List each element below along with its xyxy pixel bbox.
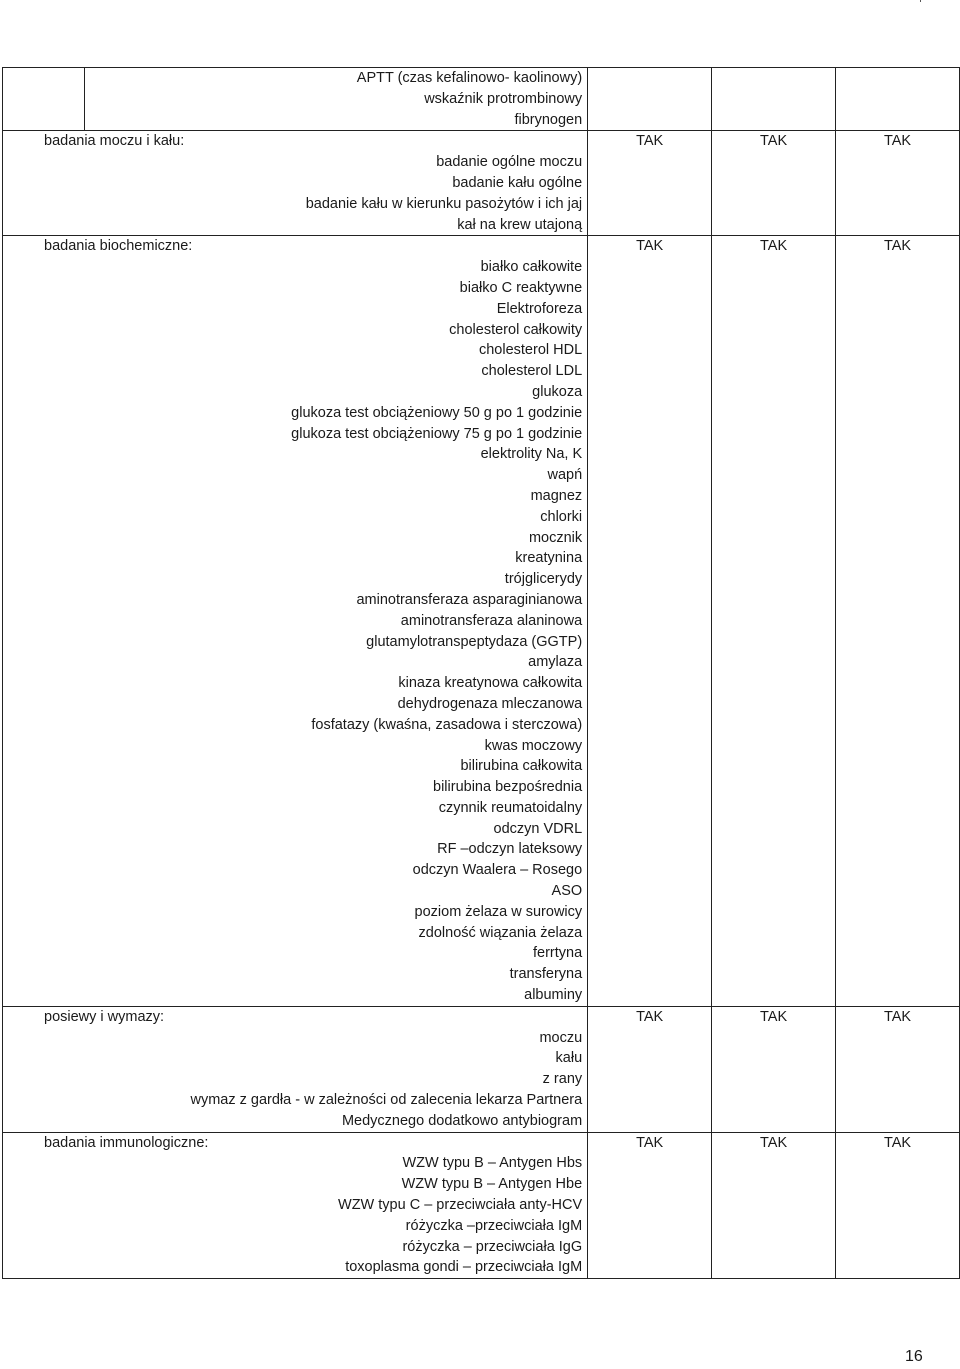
list-item: bilirubina bezpośrednia bbox=[433, 779, 583, 796]
list-item: cholesterol HDL bbox=[478, 342, 583, 359]
list-item: odczyn Waalera – Rosego bbox=[412, 862, 583, 879]
list-item: APTT (czas kefalinowo- kaolinowy) bbox=[356, 70, 583, 86]
list-item: ASO bbox=[551, 883, 583, 900]
list-item: badanie ogólne moczu bbox=[436, 154, 583, 171]
tak-cell: TAK bbox=[588, 1132, 712, 1279]
list-item: moczu bbox=[539, 1029, 583, 1046]
list-item: kwas moczowy bbox=[484, 737, 583, 754]
tak-cell: TAK bbox=[712, 236, 836, 1006]
tak-cell: TAK bbox=[836, 1006, 960, 1132]
tak-cell: TAK bbox=[712, 1006, 836, 1132]
list-item: wapń bbox=[547, 467, 583, 484]
list-item: kreatynina bbox=[515, 550, 583, 567]
list-item: odczyn VDRL bbox=[493, 820, 583, 837]
list-item: WZW typu B – Antygen Hbe bbox=[401, 1176, 583, 1193]
coagulation-cell bbox=[85, 68, 588, 131]
list-item: badanie kału w kierunku pasożytów i ich jaj bbox=[305, 195, 583, 212]
list-item: kinaza kreatynowa całkowita bbox=[398, 675, 583, 692]
list-item: kał na krew utajoną bbox=[457, 216, 583, 233]
table-row-cultures bbox=[3, 1006, 960, 1132]
list-item: glukoza test obciążeniowy 75 g po 1 godzinie bbox=[291, 425, 583, 442]
list-item: różyczka – przeciwciała IgG bbox=[402, 1238, 583, 1255]
table-row-coagulation bbox=[3, 68, 960, 131]
list-item: aminotransferaza alaninowa bbox=[400, 612, 583, 629]
list-item: ferrtyna bbox=[532, 945, 583, 962]
tak-cell: TAK bbox=[712, 1132, 836, 1279]
table-row-immunology bbox=[3, 1132, 960, 1279]
list-item: trójglicerydy bbox=[504, 571, 583, 588]
list-item: dehydrogenaza mleczanowa bbox=[397, 695, 583, 712]
urine-stool-cell bbox=[3, 131, 588, 236]
tak-cell: TAK bbox=[712, 131, 836, 236]
list-item: białko C reaktywne bbox=[459, 279, 583, 296]
list-item: poziom żelaza w surowicy bbox=[414, 903, 583, 920]
list-item: czynnik reumatoidalny bbox=[438, 799, 583, 816]
list-item: cholesterol LDL bbox=[481, 363, 583, 380]
list-item: cholesterol całkowity bbox=[449, 321, 583, 338]
list-item: wskaźnik protrombinowy bbox=[424, 90, 583, 107]
tak-cell: TAK bbox=[588, 131, 712, 236]
section-header: badania immunologiczne: bbox=[44, 1134, 209, 1151]
list-item: zdolność wiązania żelaza bbox=[418, 924, 583, 941]
list-item: albuminy bbox=[524, 987, 583, 1004]
tak-cell: TAK bbox=[836, 131, 960, 236]
list-item: RF –odczyn lateksowy bbox=[437, 841, 583, 858]
list-item: mocznik bbox=[528, 529, 583, 546]
list-item: białko całkowite bbox=[480, 259, 583, 276]
biochemistry-cell bbox=[3, 236, 588, 1006]
list-item: WZW typu C – przeciwciała anty-HCV bbox=[338, 1197, 583, 1214]
empty-cell bbox=[712, 68, 836, 131]
list-item: elektrolity Na, K bbox=[480, 446, 583, 463]
list-item: aminotransferaza asparaginianowa bbox=[356, 591, 583, 608]
list-item: Medycznego dodatkowo antybiogram bbox=[341, 1112, 583, 1129]
list-item: chlorki bbox=[540, 508, 583, 525]
cultures-cell bbox=[3, 1006, 588, 1132]
list-item: kału bbox=[555, 1050, 583, 1067]
list-item: fibrynogen bbox=[514, 111, 583, 128]
empty-cell bbox=[836, 68, 960, 131]
empty-cell bbox=[588, 68, 712, 131]
list-item: z rany bbox=[542, 1071, 583, 1088]
list-item: badanie kału ogólne bbox=[452, 174, 583, 191]
section-header: posiewy i wymazy: bbox=[44, 1008, 165, 1025]
list-item: glutamylotranspeptydaza (GGTP) bbox=[366, 633, 583, 650]
list-item: transferyna bbox=[509, 966, 583, 983]
table-row-biochemistry bbox=[3, 236, 960, 1006]
list-item: różyczka –przeciwciała IgM bbox=[405, 1217, 583, 1234]
services-table bbox=[2, 67, 960, 1279]
list-item: toxoplasma gondi – przeciwciała IgM bbox=[345, 1259, 583, 1276]
list-item: amylaza bbox=[528, 654, 583, 671]
list-item: Elektroforeza bbox=[496, 300, 583, 317]
page-corner-mark bbox=[920, 0, 921, 2]
tak-cell: TAK bbox=[836, 236, 960, 1006]
immunology-cell bbox=[3, 1132, 588, 1279]
section-header: badania biochemiczne: bbox=[44, 238, 193, 255]
tak-cell: TAK bbox=[836, 1132, 960, 1279]
list-item: WZW typu B – Antygen Hbs bbox=[402, 1155, 583, 1172]
tak-cell: TAK bbox=[588, 236, 712, 1006]
list-item: fosfatazy (kwaśna, zasadowa i sterczowa) bbox=[311, 716, 583, 733]
page-number: 16 bbox=[905, 1348, 923, 1365]
tak-cell: TAK bbox=[588, 1006, 712, 1132]
list-item: glukoza test obciążeniowy 50 g po 1 godzinie bbox=[291, 404, 583, 421]
table-row-urine-stool bbox=[3, 131, 960, 236]
list-item: bilirubina całkowita bbox=[460, 758, 583, 775]
empty-cell bbox=[3, 68, 85, 131]
list-item: glukoza bbox=[532, 383, 583, 400]
section-header: badania moczu i kału: bbox=[44, 133, 185, 150]
list-item: wymaz z gardła - w zależności od zalecenia lekarza Partnera bbox=[190, 1092, 583, 1109]
list-item: magnez bbox=[530, 487, 583, 504]
